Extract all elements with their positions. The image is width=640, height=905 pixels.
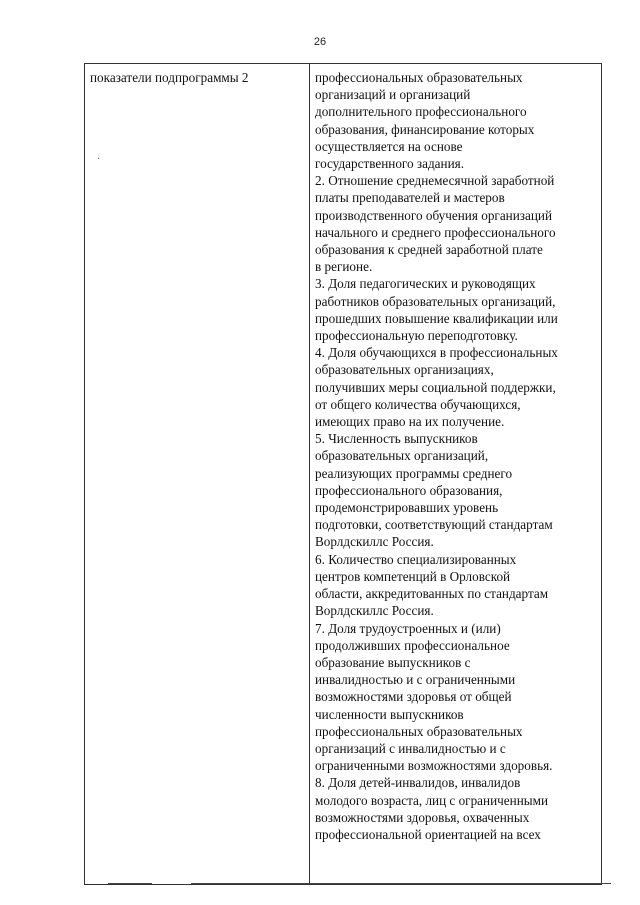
text-line: организаций и организаций [315,87,471,103]
text-line: Ворлдскиллс Россия. [315,603,434,619]
text-line: платы преподавателей и мастеров [315,190,505,206]
text-line: реализующих программы среднего [315,465,513,481]
text-line: возможностями здоровья, охваченных [315,809,530,825]
text-line: продемонстрировавших уровень [315,500,499,516]
text-line: 6. Количество специализированных [315,551,517,567]
text-line: профессиональную переподготовку. [315,328,518,344]
text-line: профессиональных образовательных [315,723,523,739]
text-line: ограниченными возможностями здоровья. [315,758,553,774]
text-line: возможностями здоровья от общей [315,689,512,705]
text-line: продолживших профессиональное [315,637,510,653]
text-line: молодого возраста, лиц с ограниченными [315,792,549,808]
text-line: дополнительного профессионального [315,104,527,120]
page-number: 26 [313,36,327,48]
text-line: 2. Отношение среднемесячной заработной [315,173,555,189]
text-line: осуществляется на основе [315,138,463,154]
text-line: организаций с инвалидностью и с [315,740,506,756]
text-line: образования, финансирование которых [315,121,535,137]
text-line: образовательных организациях, [315,362,494,378]
text-line: Ворлдскиллс Россия. [315,534,434,550]
text-line: образование выпускников с [315,654,471,670]
text-line: инвалидностью и с ограниченными [315,672,516,688]
left-cell: показатели подпрограммы 2 [90,70,249,85]
text-line: центров компетенций в Орловской [315,568,511,584]
text-line: работников образовательных организаций, [315,293,556,309]
text-line: в регионе. [315,259,373,275]
text-line: 5. Численность выпускников [315,431,478,447]
text-line: от общего количества обучающихся, [315,396,521,412]
text-line: профессиональных образовательных [315,70,523,85]
text-line: государственного задания. [315,156,465,172]
text-line: получивших меры социальной поддержки, [315,379,556,395]
text-line: 8. Доля детей-инвалидов, инвалидов [315,775,521,791]
text-line: прошедших повышение квалификации или [315,310,558,326]
text-line: производственного обучения организаций [315,207,553,223]
text-line: профессиональной ориентацией на всех [315,826,541,842]
text-line: подготовки, соответствующий стандартам [315,517,553,533]
stray-mark: · [97,154,101,165]
text-line: профессионального образования, [315,482,503,498]
text-line: начального и среднего профессионального [315,224,556,240]
text-line: численности выпускников [315,706,464,722]
footer-rule-long [191,883,611,884]
text-line: 7. Доля трудоустроенных и (или) [315,620,501,636]
text-line: образования к средней заработной плате [315,242,543,258]
text-line: 4. Доля обучающихся в профессиональных [315,345,558,361]
text-line: 3. Доля педагогических и руководящих [315,276,536,292]
right-cell [315,69,599,843]
footer-rule-short [108,883,152,884]
text-line: области, аккредитованных по стандартам [315,586,549,602]
indicators-table [84,63,602,885]
text-line: образовательных организаций, [315,448,489,464]
column-divider [309,64,310,884]
text-line: имеющих право на их получение. [315,414,505,430]
